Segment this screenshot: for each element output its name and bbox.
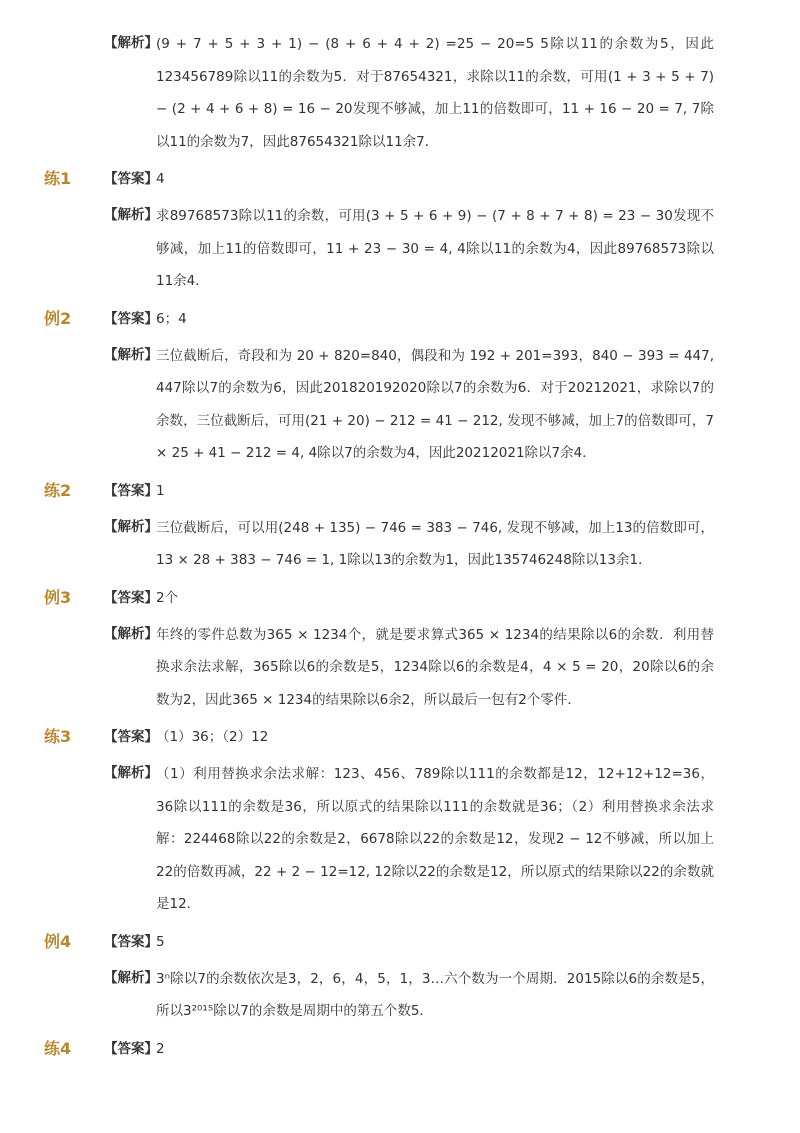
analysis-label: 【解析】 [104,518,158,535]
entry-7 [0,927,800,1028]
analysis-row [0,340,800,470]
problem-tag: 练4 [44,1038,72,1058]
answer-text: 2个 [156,589,179,606]
answer-text: 4 [156,171,165,187]
problem-tag: 练2 [44,480,72,500]
analysis-row [0,963,800,1028]
answer-text: 2 [156,1040,165,1057]
answer-row [0,304,800,334]
problem-tag: 例4 [44,931,72,951]
answer-row [0,164,800,194]
answer-row [0,476,800,506]
answer-row [0,927,800,957]
analysis-label: 【解析】 [104,346,158,363]
answer-label: 【答案】 [104,729,158,745]
analysis-row [0,512,800,577]
entry-5 [0,583,800,717]
analysis-text: 三位截断后，可以用(248 + 135) − 746 = 383 − 746, 发现不够减，加上13的倍数即可，13 × 28 + 383 − 746 = 1, 1除以13的余数为1，因此135746248除以13余1． [156,519,714,568]
analysis-row [0,200,800,298]
entry-3 [0,304,800,470]
answer-label: 【答案】 [104,1040,158,1057]
answer-document [0,28,800,1070]
problem-tag: 练1 [44,169,72,188]
answer-row [0,1034,800,1064]
analysis-label: 【解析】 [104,207,158,223]
answer-label: 【答案】 [104,482,158,499]
problem-tag: 例2 [44,308,72,328]
analysis-label: 【解析】 [104,765,158,781]
answer-text: 1 [156,482,165,499]
analysis-text: (9 + 7 + 5 + 3 + 1) − (8 + 6 + 4 + 2) =25 − 20=5 5除以11的余数为5，因此123456789除以11的余数为5．对于87654321，求除以11的余数，可用(1 + 3 + 5 + 7) − (2 + 4 + 6 + 8) = 16 − 20发现不够减，加上11的倍数即可，11 + 16 − 20 = 7, 7除以11的余数为7，因此87654321除以11余7． [156,36,714,150]
answer-label: 【答案】 [104,933,158,950]
analysis-text: 3ⁿ除以7的余数依次是3，2，6，4，5，1，3…六个数为一个周期．2015除以6的余数是5，所以3²⁰¹⁵除以7的余数是周期中的第五个数5． [156,970,714,1019]
analysis-text: 求89768573除以11的余数，可用(3 + 5 + 6 + 9) − (7 + 8 + 7 + 8) = 23 − 30发现不够减，加上11的倍数即可，11 + 23 − 30 = 4, 4除以11的余数为4，因此89768573除以11余4． [156,208,714,289]
analysis-label: 【解析】 [104,969,158,986]
entry-8 [0,1034,800,1064]
analysis-row [0,619,800,717]
answer-label: 【答案】 [104,171,158,187]
analysis-label: 【解析】 [104,625,158,642]
entry-2 [0,164,800,298]
answer-label: 【答案】 [104,310,158,327]
entry-4 [0,476,800,577]
answer-row [0,722,800,752]
analysis-text: （1）利用替换求余法求解：123、456、789除以111的余数都是12，12+12+12=36，36除以111的余数是36，所以原式的结果除以111的余数就是36；（2）利用替换求余法求解：224468除以22的余数是2，6678除以22的余数是12，发现2 − 12不够减，所以加上22的倍数再减，22 + 2 − 12=12, 12除以22的余数是12，所以原式的结果除以22的余数就是12． [156,766,714,912]
answer-text: 5 [156,933,165,950]
analysis-row [0,28,800,158]
answer-row [0,583,800,613]
entry-6 [0,722,800,921]
problem-tag: 例3 [44,587,72,607]
answer-text: （1）36；（2）12 [156,729,269,745]
entry-1 [0,28,800,158]
analysis-label: 【解析】 [104,35,158,51]
analysis-row [0,758,800,921]
answer-text: 6；4 [156,310,187,327]
analysis-text: 三位截断后，奇段和为 20 + 820=840，偶段和为 192 + 201=393，840 − 393 = 447, 447除以7的余数为6，因此201820192020除以7的余数为6．对于20212021，求除以7的余数，三位截断后，可用(21 + 20) − 212 = 41 − 212, 发现不够减，加上7的倍数即可，7 × 25 + 41 − 212 = 4, 4除以7的余数为4，因此20212021除以7余4． [156,347,714,461]
answer-label: 【答案】 [104,589,158,606]
analysis-text: 年终的零件总数为365 × 1234个，就是要求算式365 × 1234的结果除以6的余数．利用替换求余法求解，365除以6的余数是5，1234除以6的余数是4，4 × 5 = 20，20除以6的余数为2，因此365 × 1234的结果除以6余2，所以最后一包有2个零件． [156,626,714,708]
problem-tag: 练3 [44,727,72,746]
